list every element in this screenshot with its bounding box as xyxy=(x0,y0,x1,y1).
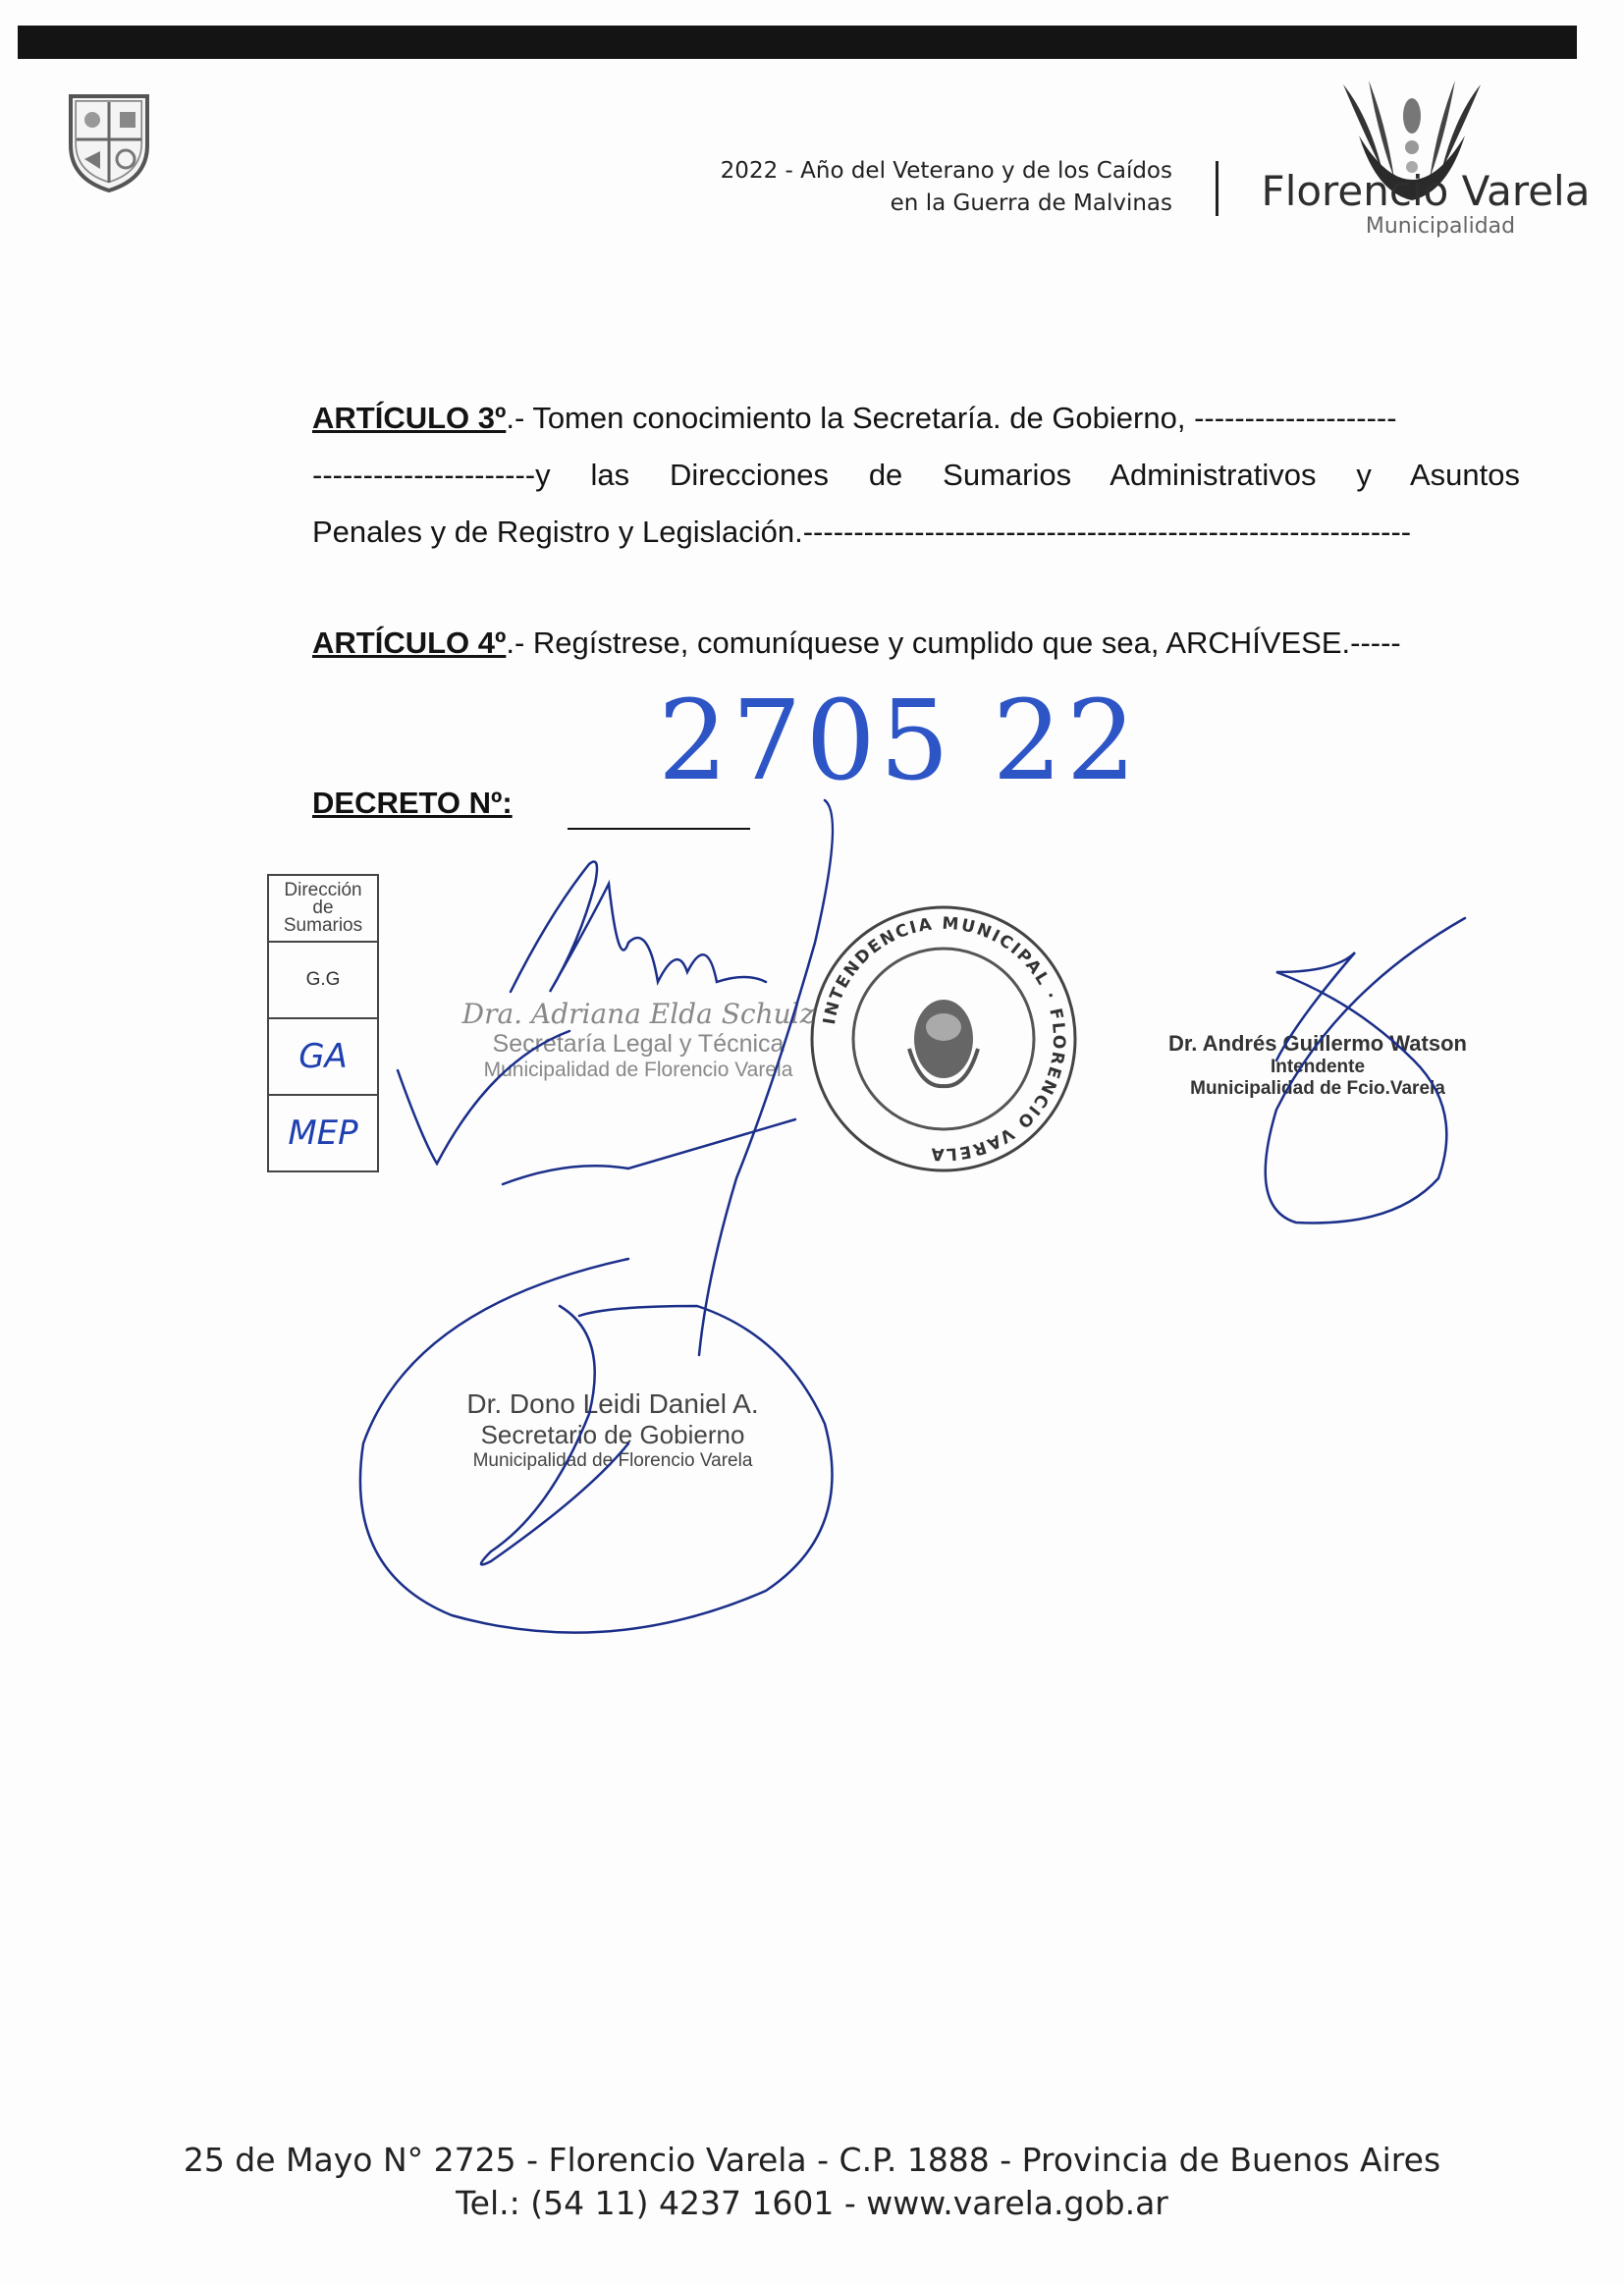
routing-row-gg: G.G xyxy=(269,943,377,1019)
legal-secretary-org: Municipalidad de Florencio Varela xyxy=(483,1059,793,1081)
header-divider xyxy=(1216,161,1218,216)
header-motto xyxy=(550,155,1172,220)
routing-row-initials-1: GA xyxy=(269,1019,377,1096)
legal-secretary-role: Secretaría Legal y Técnica xyxy=(492,1030,785,1058)
routing-row-initials-2: MEP xyxy=(288,1114,358,1153)
motto-line-2: en la Guerra de Malvinas xyxy=(890,190,1172,216)
government-secretary-name: Dr. Dono Leidi Daniel A. xyxy=(466,1388,759,1419)
mayor-org: Municipalidad de Fcio.Varela xyxy=(1190,1078,1445,1099)
decree-number-underline xyxy=(568,828,750,830)
article-4-title: ARTÍCULO 4º xyxy=(312,625,507,660)
legal-signature-stroke xyxy=(511,862,766,993)
article-3-line-3: Penales y de Registro y Legislación.------------------------------------------------------------ xyxy=(312,515,1412,549)
top-border-bar xyxy=(18,26,1577,59)
legal-secretary-name: Dra. Adriana Elda Schulz xyxy=(461,998,815,1030)
mayor-name: Dr. Andrés Guillermo Watson xyxy=(1168,1031,1467,1056)
government-secretary-role: Secretario de Gobierno xyxy=(480,1420,745,1449)
seal-text: INTENDENCIA MUNICIPAL · FLORENCIO VARELA xyxy=(819,913,1069,1165)
signature-block-government xyxy=(397,1388,829,1472)
signature-block-legal xyxy=(461,998,815,1082)
government-secretary-org: Municipalidad de Florencio Varela xyxy=(472,1450,753,1471)
article-3-title: ARTÍCULO 3º xyxy=(312,401,507,435)
municipal-crest-icon xyxy=(65,88,153,194)
routing-header-line-3: Sumarios xyxy=(283,915,363,936)
legal-underline-stroke xyxy=(503,1119,795,1184)
municipal-seal-icon xyxy=(803,901,1084,1176)
article-4-line xyxy=(312,615,1520,672)
signature-block-mayor xyxy=(1151,1031,1485,1100)
page-footer xyxy=(0,2139,1624,2225)
routing-stamp-table xyxy=(267,874,379,1172)
brand-subtitle: Municipalidad xyxy=(1365,214,1516,239)
routing-header-line-1: Dirección xyxy=(284,880,362,900)
article-3 xyxy=(312,390,1520,561)
brand-name: Florencio Varela xyxy=(1261,167,1591,215)
routing-header-line-2: de xyxy=(312,897,334,918)
article-4-text: .- Regístrese, comuníquese y cumplido que sea, ARCHÍVESE.----- xyxy=(506,625,1401,660)
footer-contact: Tel.: (54 11) 4237 1601 - www.varela.gob.ar xyxy=(456,2184,1168,2222)
article-3-text-1: .- Tomen conocimiento la Secretaría. de Gobierno, -------------------- xyxy=(506,401,1397,435)
motto-line-1: 2022 - Año del Veterano y de los Caídos xyxy=(720,158,1172,184)
decree-number-stamp: 2705 22 xyxy=(658,678,1141,805)
article-3-line-1 xyxy=(312,390,1520,447)
routing-stamp-header xyxy=(269,876,377,943)
decree-label: DECRETO Nº: xyxy=(312,786,513,820)
article-4 xyxy=(312,615,1520,672)
article-3-line-2: ----------------------y las Direcciones de Sumarios Administrativos y Asuntos xyxy=(312,458,1520,492)
mayor-role: Intendente xyxy=(1270,1057,1366,1077)
footer-address: 25 de Mayo N° 2725 - Florencio Varela - C.P. 1888 - Provincia de Buenos Aires xyxy=(183,2141,1441,2179)
